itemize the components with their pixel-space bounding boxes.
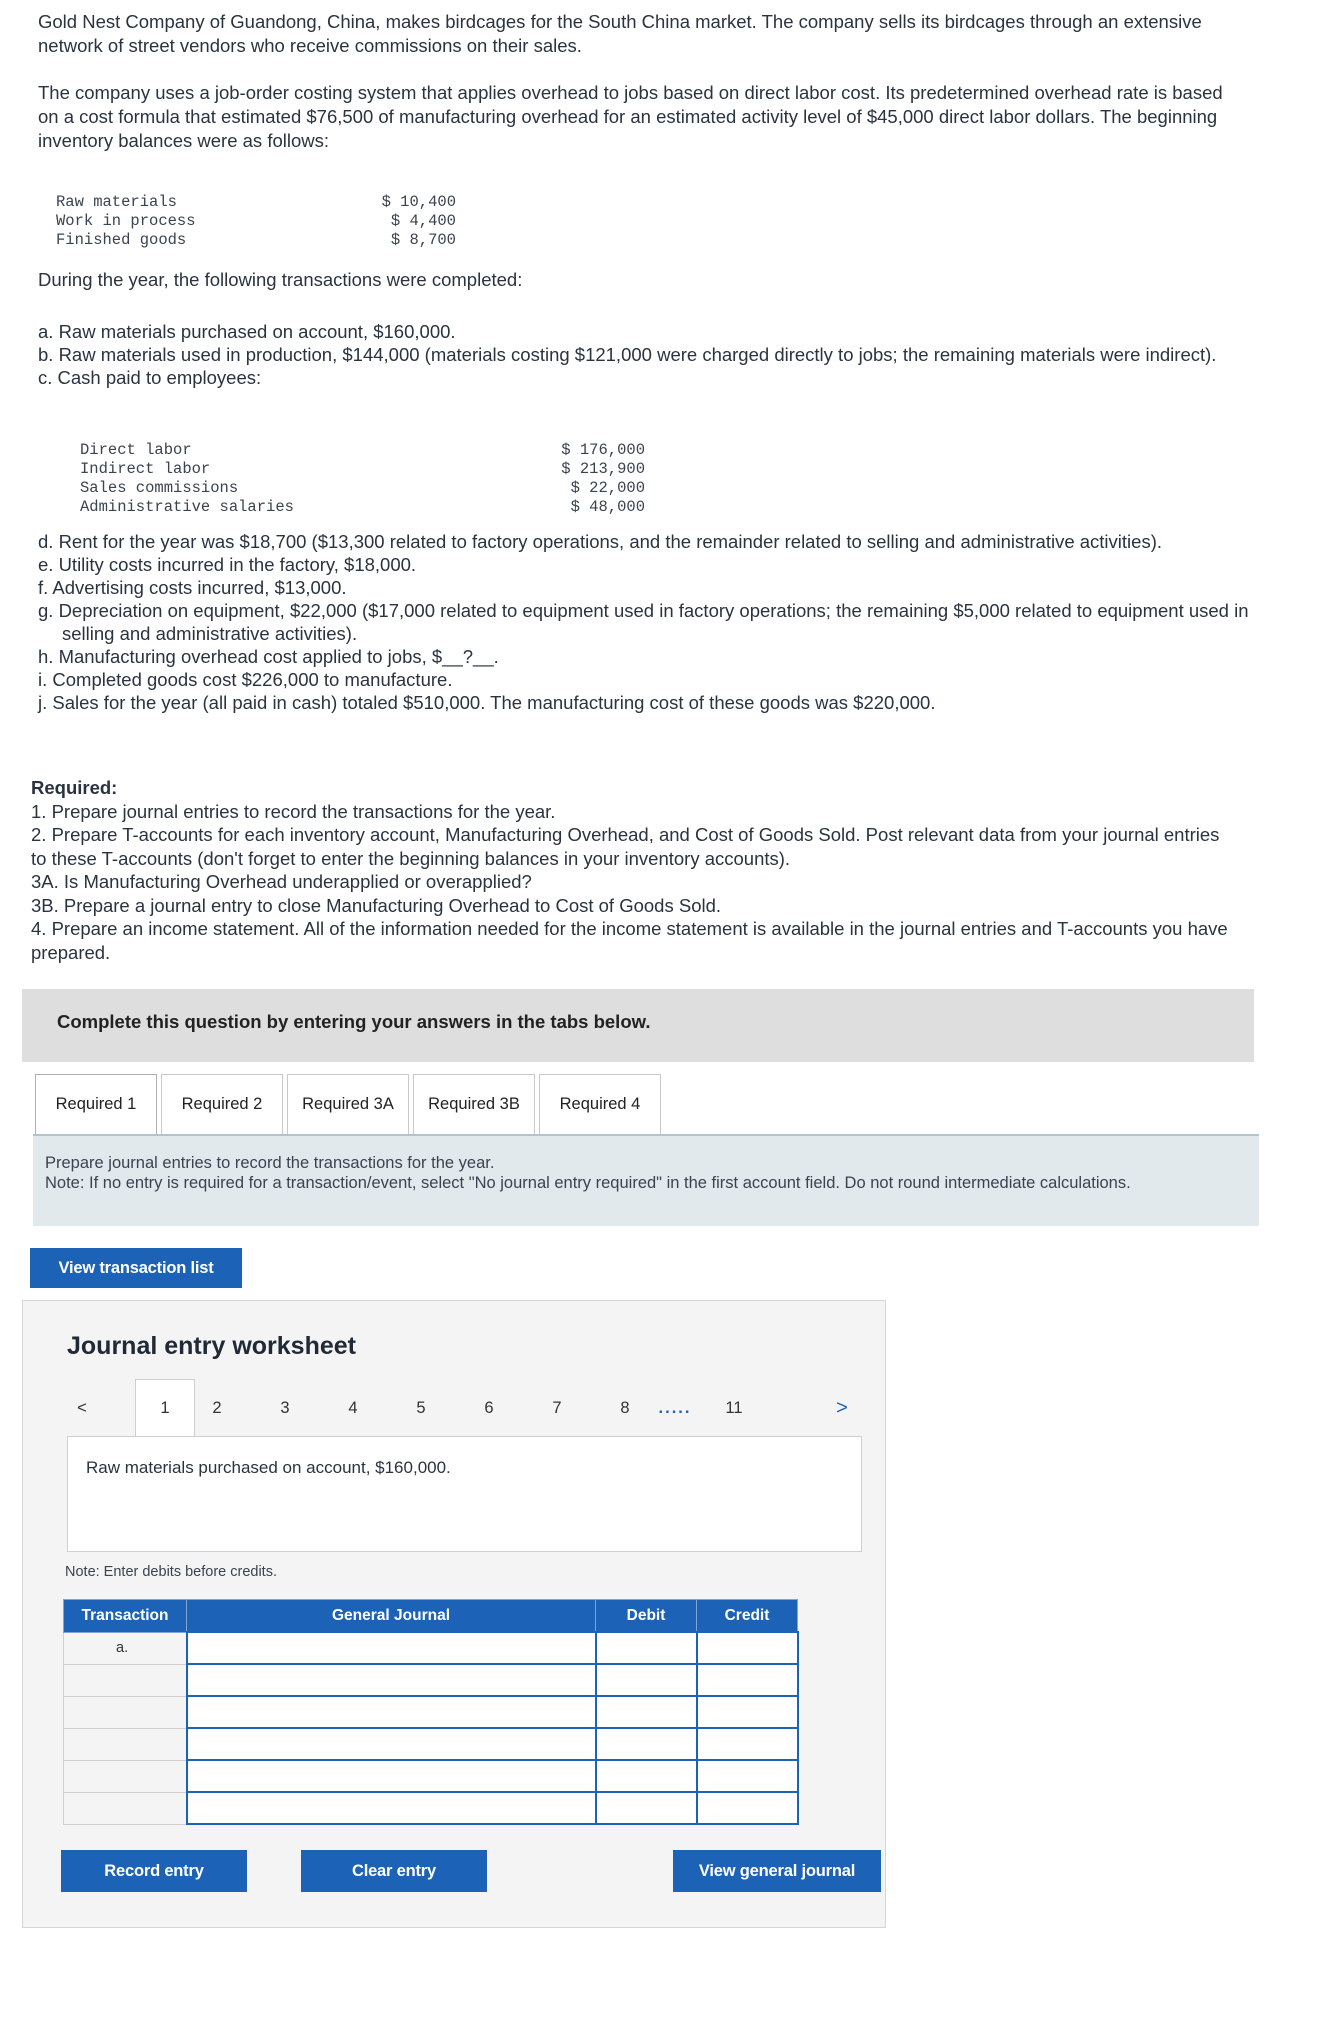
credit-input[interactable]: [697, 1696, 798, 1728]
pager-page-4[interactable]: 4: [348, 1398, 358, 1417]
account-input[interactable]: [187, 1760, 596, 1792]
account-input[interactable]: [187, 1632, 596, 1664]
pager-page-5[interactable]: 5: [416, 1398, 426, 1417]
required-item-2: 2. Prepare T-accounts for each inventory account, Manufacturing Overhead, and Cost of Goods Sold. Post relevant data from your journal entries to these T-accounts (don't forget to enter the beginning balances in your inventory accounts).: [31, 824, 1220, 869]
credit-input[interactable]: [697, 1632, 798, 1664]
balance-label: Work in process: [56, 212, 196, 230]
transaction-cell: [64, 1728, 187, 1760]
cash-value: $ 22,000: [570, 479, 645, 497]
view-transaction-list-button[interactable]: View transaction list: [30, 1248, 242, 1288]
transaction-cell: [64, 1792, 187, 1824]
cash-value: $ 213,900: [561, 460, 645, 478]
balance-value: $ 4,400: [390, 212, 456, 230]
pager-page-6[interactable]: 6: [484, 1398, 494, 1417]
debit-input[interactable]: [596, 1696, 697, 1728]
debit-input[interactable]: [596, 1664, 697, 1696]
balance-row: [56, 212, 456, 231]
journal-row: [64, 1632, 798, 1664]
cash-row: [80, 441, 645, 460]
transaction-c: c. Cash paid to employees:: [38, 367, 262, 388]
transaction-cell: [64, 1760, 187, 1792]
required-heading: Required:: [31, 777, 118, 798]
balance-label: Finished goods: [56, 231, 187, 249]
required-section: [31, 776, 1231, 964]
cash-label: Direct labor: [80, 441, 192, 459]
journal-entry-worksheet: [22, 1300, 886, 1928]
debit-input[interactable]: [596, 1792, 697, 1824]
transaction-f: f. Advertising costs incurred, $13,000.: [38, 577, 347, 598]
required-item-3b: 3B. Prepare a journal entry to close Manufacturing Overhead to Cost of Goods Sold.: [31, 894, 722, 916]
transactions-intro: During the year, the following transactions were completed:: [38, 269, 523, 290]
pager-page-7[interactable]: 7: [552, 1398, 562, 1417]
instructions-line-1: Prepare journal entries to record the transactions for the year.: [45, 1154, 495, 1172]
debit-input[interactable]: [596, 1632, 697, 1664]
balance-row: [56, 193, 456, 212]
cash-value: $ 48,000: [570, 498, 645, 516]
balance-label: Raw materials: [56, 193, 177, 211]
transaction-j: j. Sales for the year (all paid in cash) totaled $510,000. The manufacturing cost of these goods was $220,000.: [38, 692, 936, 713]
transaction-i: i. Completed goods cost $226,000 to manufacture.: [38, 669, 453, 690]
pager-prev-icon[interactable]: <: [77, 1398, 87, 1417]
transaction-b: b. Raw materials used in production, $144,000 (materials costing $121,000 were charged directly to jobs; the remaining materials were indirect).: [38, 344, 1217, 365]
cash-label: Administrative salaries: [80, 498, 294, 516]
banner-text: Complete this question by entering your answers in the tabs below.: [57, 1011, 651, 1032]
cash-label: Sales commissions: [80, 479, 239, 497]
transaction-list-bottom: [38, 530, 1268, 714]
debit-input[interactable]: [596, 1760, 697, 1792]
pager-page-2[interactable]: 2: [212, 1398, 222, 1417]
required-item-3a: 3A. Is Manufacturing Overhead underapplied or overapplied?: [31, 871, 532, 892]
balance-value: $ 8,700: [390, 231, 456, 249]
instructions-note: Note: If no entry is required for a transaction/event, select "No journal entry required" in the first account field. Do not round intermediate calculations.: [45, 1174, 1131, 1192]
header-transaction: Transaction: [64, 1600, 187, 1633]
journal-row: [64, 1792, 798, 1824]
transaction-description: Raw materials purchased on account, $160,000.: [86, 1458, 451, 1477]
transaction-a: a. Raw materials purchased on account, $160,000.: [38, 321, 456, 342]
transaction-list-top: [38, 320, 1268, 389]
transaction-g: g. Depreciation on equipment, $22,000 ($17,000 related to equipment used in factory operations; the remaining $5,000 related to equipment used in selling and administrative activities).: [38, 600, 1249, 644]
cash-value: $ 176,000: [561, 441, 645, 459]
costing-system-paragraph: The company uses a job-order costing system that applies overhead to jobs based on direct labor cost. Its predetermined overhead rate is based on a cost formula that estimated $76,500 of manufacturing overhead for an estimated activity level of $45,000 direct labor dollars. The beginning inventory balances were as follows:: [38, 82, 1223, 151]
cash-row: [80, 498, 645, 517]
tab-instructions: [33, 1134, 1259, 1226]
pager-ellipsis: .....: [658, 1398, 692, 1417]
record-entry-button[interactable]: Record entry: [61, 1850, 247, 1892]
transaction-cell: [64, 1696, 187, 1728]
credit-input[interactable]: [697, 1664, 798, 1696]
journal-row: [64, 1696, 798, 1728]
journal-table: [63, 1599, 799, 1825]
header-debit: Debit: [596, 1600, 697, 1633]
balance-row: [56, 231, 456, 250]
journal-row: [64, 1728, 798, 1760]
transaction-cell: a.: [64, 1632, 187, 1664]
journal-row: [64, 1664, 798, 1696]
header-credit: Credit: [697, 1600, 798, 1633]
transaction-e: e. Utility costs incurred in the factory, $18,000.: [38, 554, 417, 575]
tab-required-3b[interactable]: Required 3B: [413, 1074, 535, 1134]
pager-page-3[interactable]: 3: [280, 1398, 290, 1417]
tab-required-4[interactable]: Required 4: [539, 1074, 661, 1134]
cash-paid-table: [80, 441, 645, 517]
pager-next-icon[interactable]: >: [836, 1396, 848, 1419]
credit-input[interactable]: [697, 1728, 798, 1760]
credit-input[interactable]: [697, 1792, 798, 1824]
clear-entry-button[interactable]: Clear entry: [301, 1850, 487, 1892]
transaction-description-box: [67, 1436, 862, 1552]
cash-row: [80, 460, 645, 479]
pager-page-1[interactable]: 1: [135, 1379, 195, 1437]
account-input[interactable]: [187, 1664, 596, 1696]
transaction-cell: [64, 1664, 187, 1696]
pager-page-8[interactable]: 8: [620, 1398, 630, 1417]
debits-credits-note: Note: Enter debits before credits.: [65, 1564, 277, 1580]
debit-input[interactable]: [596, 1728, 697, 1760]
pager-page-11[interactable]: 11: [725, 1398, 743, 1417]
tab-required-1[interactable]: Required 1: [35, 1074, 157, 1134]
cash-row: [80, 479, 645, 498]
account-input[interactable]: [187, 1696, 596, 1728]
tab-required-2[interactable]: Required 2: [161, 1074, 283, 1134]
worksheet-title: Journal entry worksheet: [67, 1332, 356, 1360]
beginning-balances: [56, 193, 456, 250]
required-item-1: 1. Prepare journal entries to record the transactions for the year.: [31, 800, 556, 822]
account-input[interactable]: [187, 1728, 596, 1760]
required-item-4: 4. Prepare an income statement. All of the information needed for the income statement is available in the journal entries and T-accounts you have prepared.: [31, 918, 1228, 963]
credit-input[interactable]: [697, 1760, 798, 1792]
balance-value: $ 10,400: [381, 193, 456, 211]
journal-row: [64, 1760, 798, 1792]
entry-pager: [67, 1379, 867, 1437]
instructions-banner: [22, 989, 1254, 1062]
journal-header-row: [64, 1600, 798, 1633]
intro-paragraph: Gold Nest Company of Guandong, China, makes birdcages for the South China market. The company sells its birdcages through an extensive network of street vendors who receive commissions on their sales.: [38, 11, 1202, 56]
transaction-d: d. Rent for the year was $18,700 ($13,300 related to factory operations, and the remainder related to selling and administrative activities).: [38, 531, 1162, 552]
required-tabs: [35, 1074, 665, 1134]
view-general-journal-button[interactable]: View general journal: [673, 1850, 881, 1892]
account-input[interactable]: [187, 1792, 596, 1824]
tab-required-3a[interactable]: Required 3A: [287, 1074, 409, 1134]
cash-label: Indirect labor: [80, 460, 211, 478]
transaction-h: h. Manufacturing overhead cost applied to jobs, $__?__.: [38, 646, 499, 667]
header-general-journal: General Journal: [187, 1600, 596, 1633]
